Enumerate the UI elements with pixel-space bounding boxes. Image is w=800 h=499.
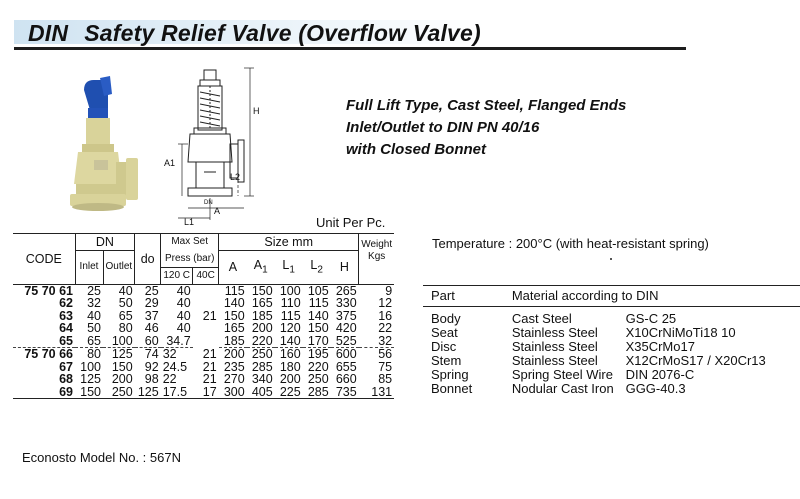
- row-code: 75 70 66: [24, 347, 73, 361]
- dim-dn-label: DN: [204, 200, 213, 206]
- cell-h: 420: [335, 321, 357, 335]
- cell-p120: 32: [162, 347, 177, 361]
- cell-a: 185: [219, 335, 247, 348]
- cell-a: 140: [223, 296, 245, 310]
- cell-p40-merged: 21: [202, 308, 217, 323]
- title-text: Safety Relief Valve (Overflow Valve): [84, 20, 481, 46]
- header-weight-spacer: [359, 267, 394, 284]
- product-description: [346, 95, 626, 161]
- materials-row: [423, 368, 800, 382]
- dim-l2-label: L2: [230, 172, 241, 182]
- cell-a1: 340: [251, 372, 273, 386]
- header-temp-40: 40C: [193, 267, 219, 284]
- temperature-note: Temperature : 200°C (with heat-resistant spring): [432, 236, 709, 251]
- row-code: 62: [59, 296, 73, 310]
- cell-inlet: 25: [87, 283, 101, 298]
- cell-inlet: 50: [87, 321, 101, 335]
- materials-row: [423, 326, 800, 340]
- cell-a1: 220: [247, 335, 275, 348]
- cell-l1: 120: [279, 321, 301, 335]
- cell-a: 150: [223, 308, 245, 323]
- materials-row: [423, 340, 800, 354]
- material-din: GS-C 25: [625, 311, 677, 326]
- cell-a: 300: [219, 386, 247, 399]
- cell-outlet: 150: [111, 359, 133, 374]
- cell-h: 660: [335, 372, 357, 386]
- material-din: X10CrNiMoTi18 10: [625, 325, 736, 340]
- cell-p40: 21: [202, 346, 217, 361]
- header-l1-sub: 1: [289, 264, 295, 275]
- cell-weight: 22: [378, 321, 393, 335]
- din-label: DIN: [28, 20, 69, 46]
- cell-p120: 40: [176, 283, 191, 298]
- cell-l2: 140: [307, 308, 329, 323]
- header-dn: DN: [75, 234, 135, 251]
- cell-a1: 165: [251, 296, 273, 310]
- header-weight: [359, 234, 394, 268]
- materials-row: [423, 354, 800, 368]
- cell-inlet: 40: [87, 308, 101, 323]
- cell-a1: 150: [251, 283, 273, 298]
- row-code: 65: [13, 335, 75, 348]
- spec-group-1: [13, 284, 394, 348]
- cell-weight: 16: [378, 308, 393, 323]
- page-title: [28, 20, 481, 47]
- header-rule: [14, 47, 686, 50]
- table-row: [13, 348, 394, 361]
- header-l1: [275, 251, 303, 285]
- cell-l1: 100: [279, 283, 301, 298]
- cell-p120: 17.5: [161, 386, 193, 399]
- cell-p40: 17: [193, 386, 219, 399]
- unit-label: Unit Per Pc.: [316, 215, 386, 230]
- table-row: [13, 386, 394, 399]
- cell-weight: 85: [378, 372, 393, 386]
- material-name: Stainless Steel: [511, 353, 598, 368]
- cell-do: 60: [135, 335, 161, 348]
- materials-table: [423, 285, 800, 396]
- header-code: CODE: [13, 234, 75, 285]
- material-part: Body: [431, 311, 461, 326]
- dim-l1-label: L1: [184, 217, 195, 227]
- cell-outlet: 65: [118, 308, 133, 323]
- cell-h: 600: [335, 347, 357, 361]
- cell-l2: 250: [307, 372, 329, 386]
- material-name: Stainless Steel: [511, 325, 598, 340]
- cell-l1: 115: [280, 308, 301, 323]
- cell-a1: 200: [251, 321, 273, 335]
- cell-do: 92: [144, 359, 159, 374]
- material-din: X35CrMo17: [625, 339, 695, 354]
- cell-a1: 405: [247, 386, 275, 399]
- cell-h: 265: [335, 283, 357, 298]
- cell-do: 37: [144, 308, 159, 323]
- header-l2-text: L: [310, 257, 318, 272]
- cell-weight: 32: [359, 335, 394, 348]
- material-din: GGG-40.3: [625, 381, 686, 396]
- cell-weight: 56: [378, 347, 393, 361]
- material-part: Seat: [431, 325, 458, 340]
- cell-outlet: 100: [103, 335, 135, 348]
- cell-inlet: 65: [75, 335, 103, 348]
- cell-outlet: 50: [118, 296, 133, 310]
- header-a1-text: A: [253, 257, 263, 272]
- cell-l2: 115: [308, 296, 329, 310]
- model-number: Econosto Model No. : 567N: [22, 450, 181, 465]
- row-code: 68: [59, 372, 73, 386]
- header-inlet: Inlet: [75, 251, 103, 285]
- cell-p40: 21: [202, 372, 217, 386]
- cell-outlet: 250: [103, 386, 135, 399]
- cell-l1: 180: [279, 359, 301, 374]
- material-part: Bonnet: [431, 381, 473, 396]
- cell-l2: 220: [307, 359, 329, 374]
- material-name: Spring Steel Wire: [511, 367, 613, 382]
- cell-a: 165: [223, 321, 245, 335]
- cell-do: 25: [144, 283, 159, 298]
- header-a1-sub: 1: [262, 264, 268, 275]
- materials-header-row: [423, 286, 800, 307]
- cell-l1: 225: [275, 386, 303, 399]
- cell-h: 330: [335, 296, 357, 310]
- cell-a: 235: [223, 359, 245, 374]
- cell-weight: 131: [359, 386, 394, 399]
- row-code: 63: [59, 308, 73, 323]
- dim-a1-label: A1: [164, 158, 176, 168]
- cell-do: 98: [144, 372, 159, 386]
- material-name: Nodular Cast Iron: [511, 381, 614, 396]
- cell-h: 375: [335, 308, 357, 323]
- cell-inlet: 125: [80, 372, 101, 386]
- cell-p120: 22: [162, 372, 177, 386]
- header-outlet: Outlet: [103, 251, 135, 285]
- cell-a1: 250: [251, 347, 273, 361]
- material-part: Spring: [431, 367, 469, 382]
- materials-row: [423, 307, 800, 327]
- header-size: Size mm: [219, 234, 359, 251]
- cell-h: 655: [335, 359, 357, 374]
- cell-l2: 195: [307, 347, 329, 361]
- cell-p40: 21: [202, 359, 217, 374]
- cell-l2: 150: [307, 321, 329, 335]
- cell-l1: 160: [279, 347, 301, 361]
- materials-header-material: Material according to DIN: [512, 286, 800, 307]
- header-kgs-label: Kgs: [368, 250, 386, 262]
- row-code: 67: [59, 359, 73, 374]
- header-weight-label: Weight: [361, 238, 393, 250]
- material-din: DIN 2076-C: [625, 367, 695, 382]
- header-do: do: [135, 234, 161, 285]
- row-code: 64: [59, 321, 73, 335]
- materials-row: [423, 382, 800, 396]
- material-name: Stainless Steel: [511, 339, 598, 354]
- row-code: 69: [13, 386, 75, 399]
- cell-inlet: 80: [87, 347, 101, 361]
- cell-l2: 105: [307, 283, 329, 298]
- cell-p120: 24.5: [162, 359, 188, 374]
- cell-do: 74: [144, 347, 159, 361]
- spec-group-2: [13, 348, 394, 399]
- cell-weight: 9: [385, 283, 393, 298]
- dim-a-label: A: [214, 206, 221, 216]
- cell-p120: 40: [176, 308, 191, 323]
- material-name: Cast Steel: [511, 311, 572, 326]
- header-l1-text: L: [282, 257, 290, 272]
- header-l2-sub: 2: [317, 264, 323, 275]
- header-press: Press (bar): [161, 251, 219, 268]
- header-temp-120: 120 C: [161, 267, 193, 284]
- cell-a: 270: [223, 372, 245, 386]
- material-part: Disc: [431, 339, 457, 354]
- cell-weight: 75: [378, 359, 393, 374]
- header-l2: [303, 251, 331, 285]
- cell-h: 525: [331, 335, 359, 348]
- cell-p120: 34.7: [161, 335, 193, 348]
- material-part: Stem: [431, 353, 462, 368]
- cell-outlet: 40: [118, 283, 133, 298]
- description-line-2: Inlet/Outlet to DIN PN 40/16: [346, 119, 540, 136]
- cell-do: 125: [135, 386, 161, 399]
- cell-l2: 285: [303, 386, 331, 399]
- cell-l1: 110: [280, 296, 301, 310]
- cell-p120: 40: [176, 321, 191, 335]
- cell-outlet: 125: [111, 347, 133, 361]
- cell-inlet: 100: [80, 359, 101, 374]
- description-line-3: with Closed Bonnet: [346, 141, 486, 158]
- header-a: A: [219, 251, 247, 285]
- cell-inlet: 32: [87, 296, 101, 310]
- cell-inlet: 150: [75, 386, 103, 399]
- cell-do: 46: [144, 321, 159, 335]
- cell-weight: 12: [378, 296, 393, 310]
- cell-l1: 200: [279, 372, 301, 386]
- material-din: X12CrMoS17 / X20Cr13: [625, 353, 766, 368]
- description-line-1: Full Lift Type, Cast Steel, Flanged Ends: [346, 97, 627, 114]
- stray-dot: [610, 258, 612, 260]
- cell-h: 735: [331, 386, 359, 399]
- valve-drawing: [160, 62, 260, 227]
- materials-header-part: Part: [423, 286, 512, 307]
- cell-a1: 185: [251, 308, 273, 323]
- header-max-set: Max Set: [161, 234, 219, 251]
- spec-table: [13, 233, 394, 399]
- cell-a1: 285: [251, 359, 273, 374]
- cell-a: 200: [223, 347, 245, 361]
- header-h: H: [331, 251, 359, 285]
- cell-p120: 40: [176, 296, 191, 310]
- valve-photo: [64, 74, 146, 214]
- cell-outlet: 200: [111, 372, 133, 386]
- cell-a: 115: [224, 283, 245, 298]
- cell-l1: 140: [275, 335, 303, 348]
- dim-h-label: H: [253, 106, 260, 116]
- table-row: [13, 373, 394, 386]
- cell-outlet: 80: [118, 321, 133, 335]
- cell-l2: 170: [303, 335, 331, 348]
- cell-do: 29: [144, 296, 159, 310]
- header-a1: [247, 251, 275, 285]
- row-code: 75 70 61: [24, 283, 73, 298]
